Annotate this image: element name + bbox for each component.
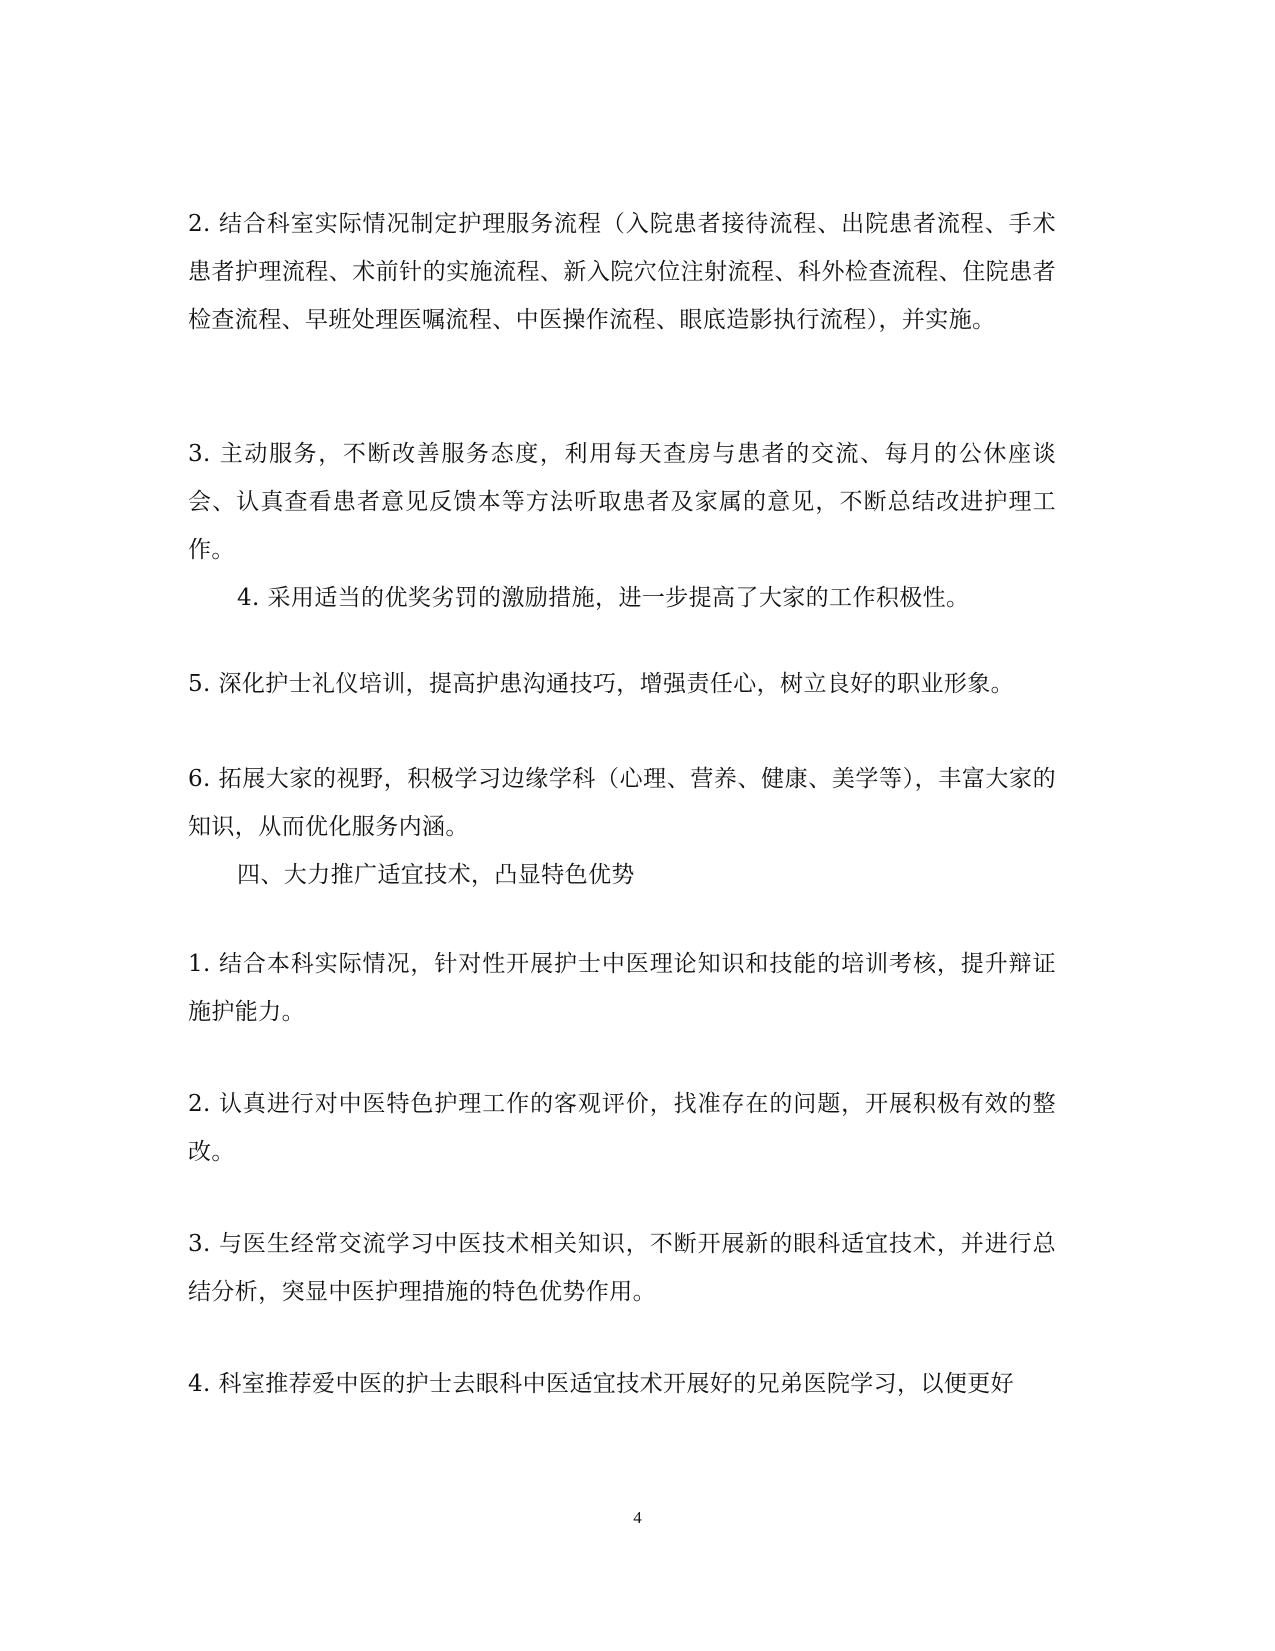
paragraph-active-service: 3. 主动服务，不断改善服务态度，利用每天查房与患者的交流、每月的公休座谈会、认真查看患者意见反馈本等方法听取患者及家属的意见，不断总结改进护理工作。 xyxy=(188,441,1056,563)
section-heading-four: 四、大力推广适宜技术，凸显特色优势 xyxy=(237,862,635,888)
paragraph-service-workflow: 2. 结合科室实际情况制定护理服务流程（入院患者接待流程、出院患者流程、手术患者护理流程、术前针的实施流程、新入院穴位注射流程、科外检查流程、住院患者检查流程、早班处理医嘱流程、中医操作流程、眼底造影执行流程），并实施。 xyxy=(188,211,1056,333)
page-number: 4 xyxy=(633,1508,642,1527)
paragraph-exchange-learning: 3. 与医生经常交流学习中医技术相关知识，不断开展新的眼科适宜技术，并进行总结分析，突显中医护理措施的特色优势作用。 xyxy=(188,1231,1056,1305)
paragraph-incentive-measures: 4. 采用适当的优奖劣罚的激励措施，进一步提高了大家的工作积极性。 xyxy=(237,585,970,611)
paragraph-recommend-nurses: 4. 科室推荐爱中医的护士去眼科中医适宜技术开展好的兄弟医院学习，以便更好 xyxy=(188,1371,1015,1397)
paragraph-broaden-vision: 6. 拓展大家的视野，积极学习边缘学科（心理、营养、健康、美学等），丰富大家的知识，从而优化服务内涵。 xyxy=(188,766,1056,840)
paragraph-objective-evaluation: 2. 认真进行对中医特色护理工作的客观评价，找准存在的问题，开展积极有效的整改。 xyxy=(188,1091,1056,1165)
paragraph-etiquette-training: 5. 深化护士礼仪培训，提高护患沟通技巧，增强责任心，树立良好的职业形象。 xyxy=(188,671,1015,697)
paragraph-tcm-training: 1. 结合本科实际情况，针对性开展护士中医理论知识和技能的培训考核，提升辩证施护能力。 xyxy=(188,951,1056,1025)
